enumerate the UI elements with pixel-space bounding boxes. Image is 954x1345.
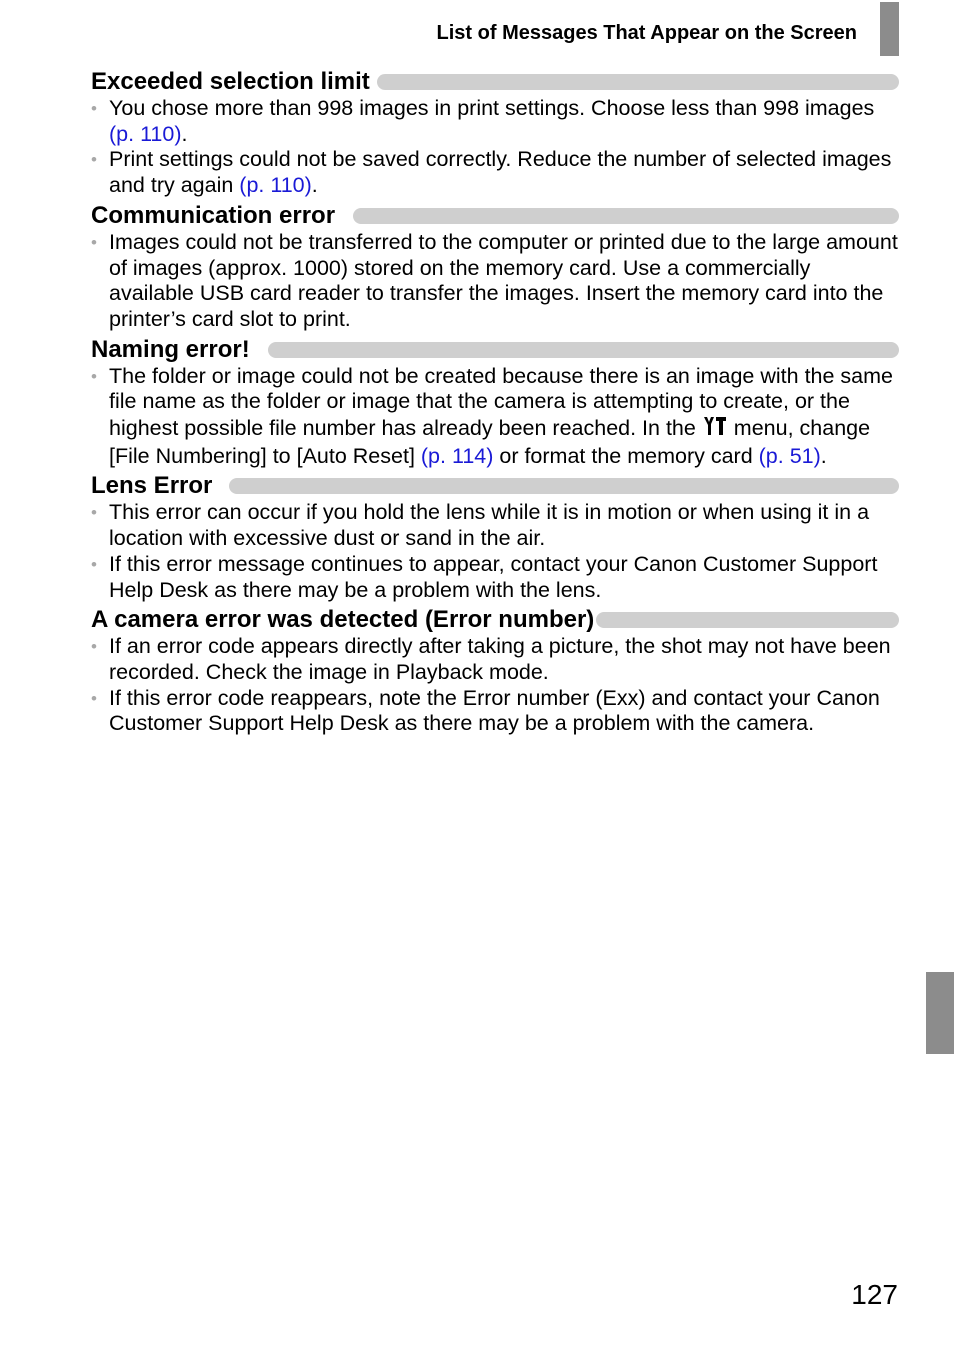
bullet-icon: •	[91, 688, 97, 708]
header-tab-marker	[880, 2, 899, 56]
heading-exceeded-selection-limit: Exceeded selection limit	[91, 68, 370, 95]
chapter-tab-marker	[926, 972, 954, 1054]
page-link[interactable]: (p. 110)	[109, 121, 182, 146]
bullet-icon: •	[91, 637, 97, 657]
heading-naming-error: Naming error!	[91, 335, 250, 363]
bullet-icon: •	[91, 150, 97, 170]
list-item: • If this error message continues to appear, contact your Canon Customer Support Help Desk as there may be a problem with the lens.	[91, 551, 878, 602]
messages-list	[91, 68, 899, 737]
bullet-list	[91, 230, 899, 333]
settings-menu-icon	[702, 415, 728, 444]
page-link[interactable]: (p. 110)	[239, 173, 312, 198]
section-heading	[91, 336, 899, 364]
list-item: • If this error code reappears, note the Error number (Exx) and contact your Canon Customer Support Help Desk as there may be a problem with the camera.	[91, 685, 880, 736]
list-item: • The folder or image could not be created because there is an image with the same file name as the folder or image that the camera is attempting to create, or the highest possible file number has already been reached. In the menu, change [File Numbering] to [Auto Reset] (p. 114) or format the memory card (p. 51).	[91, 363, 894, 468]
bullet-list	[91, 96, 899, 199]
heading-rule	[229, 478, 899, 494]
bullet-icon: •	[91, 503, 97, 523]
list-item: • Print settings could not be saved correctly. Reduce the number of selected images and try again (p. 110).	[91, 147, 892, 198]
bullet-icon: •	[91, 366, 97, 386]
list-item: • You chose more than 998 images in print settings. Choose less than 998 images (p. 110).	[91, 96, 875, 146]
section-heading	[91, 202, 899, 230]
list-item: • This error can occur if you hold the lens while it is in motion or when using it in a location with excessive dust or sand in the air.	[91, 500, 870, 551]
bullet-list	[91, 500, 899, 603]
page-number: 127	[851, 1279, 898, 1310]
list-item: • If an error code appears directly after taking a picture, the shot may not have been recorded. Check the image in Playback mode.	[91, 634, 891, 684]
list-item: • Images could not be transferred to the computer or printed due to the large amount of images (approx. 1000) stored on the memory card. Use a commercially available USB card reader to transfer the images. Insert the memory card into the printer’s card slot to print.	[91, 229, 898, 331]
bullet-icon: •	[91, 232, 97, 252]
bullet-icon: •	[91, 99, 97, 118]
heading-rule	[596, 612, 899, 628]
heading-lens-error: Lens Error	[91, 472, 213, 500]
heading-camera-error-detected: A camera error was detected (Error number)	[91, 606, 595, 634]
bullet-icon: •	[91, 554, 97, 574]
page-link[interactable]: (p. 114)	[420, 443, 494, 468]
heading-communication-error: Communication error	[91, 201, 336, 229]
page-link[interactable]: (p. 51)	[758, 443, 821, 468]
section-heading	[91, 606, 899, 634]
heading-rule	[268, 342, 899, 358]
section-heading	[91, 68, 899, 96]
heading-rule	[377, 74, 899, 90]
heading-rule	[353, 208, 899, 224]
bullet-list	[91, 634, 899, 737]
section-heading	[91, 472, 899, 500]
running-header-title: List of Messages That Appear on the Screen	[436, 22, 857, 44]
bullet-list	[91, 364, 899, 470]
